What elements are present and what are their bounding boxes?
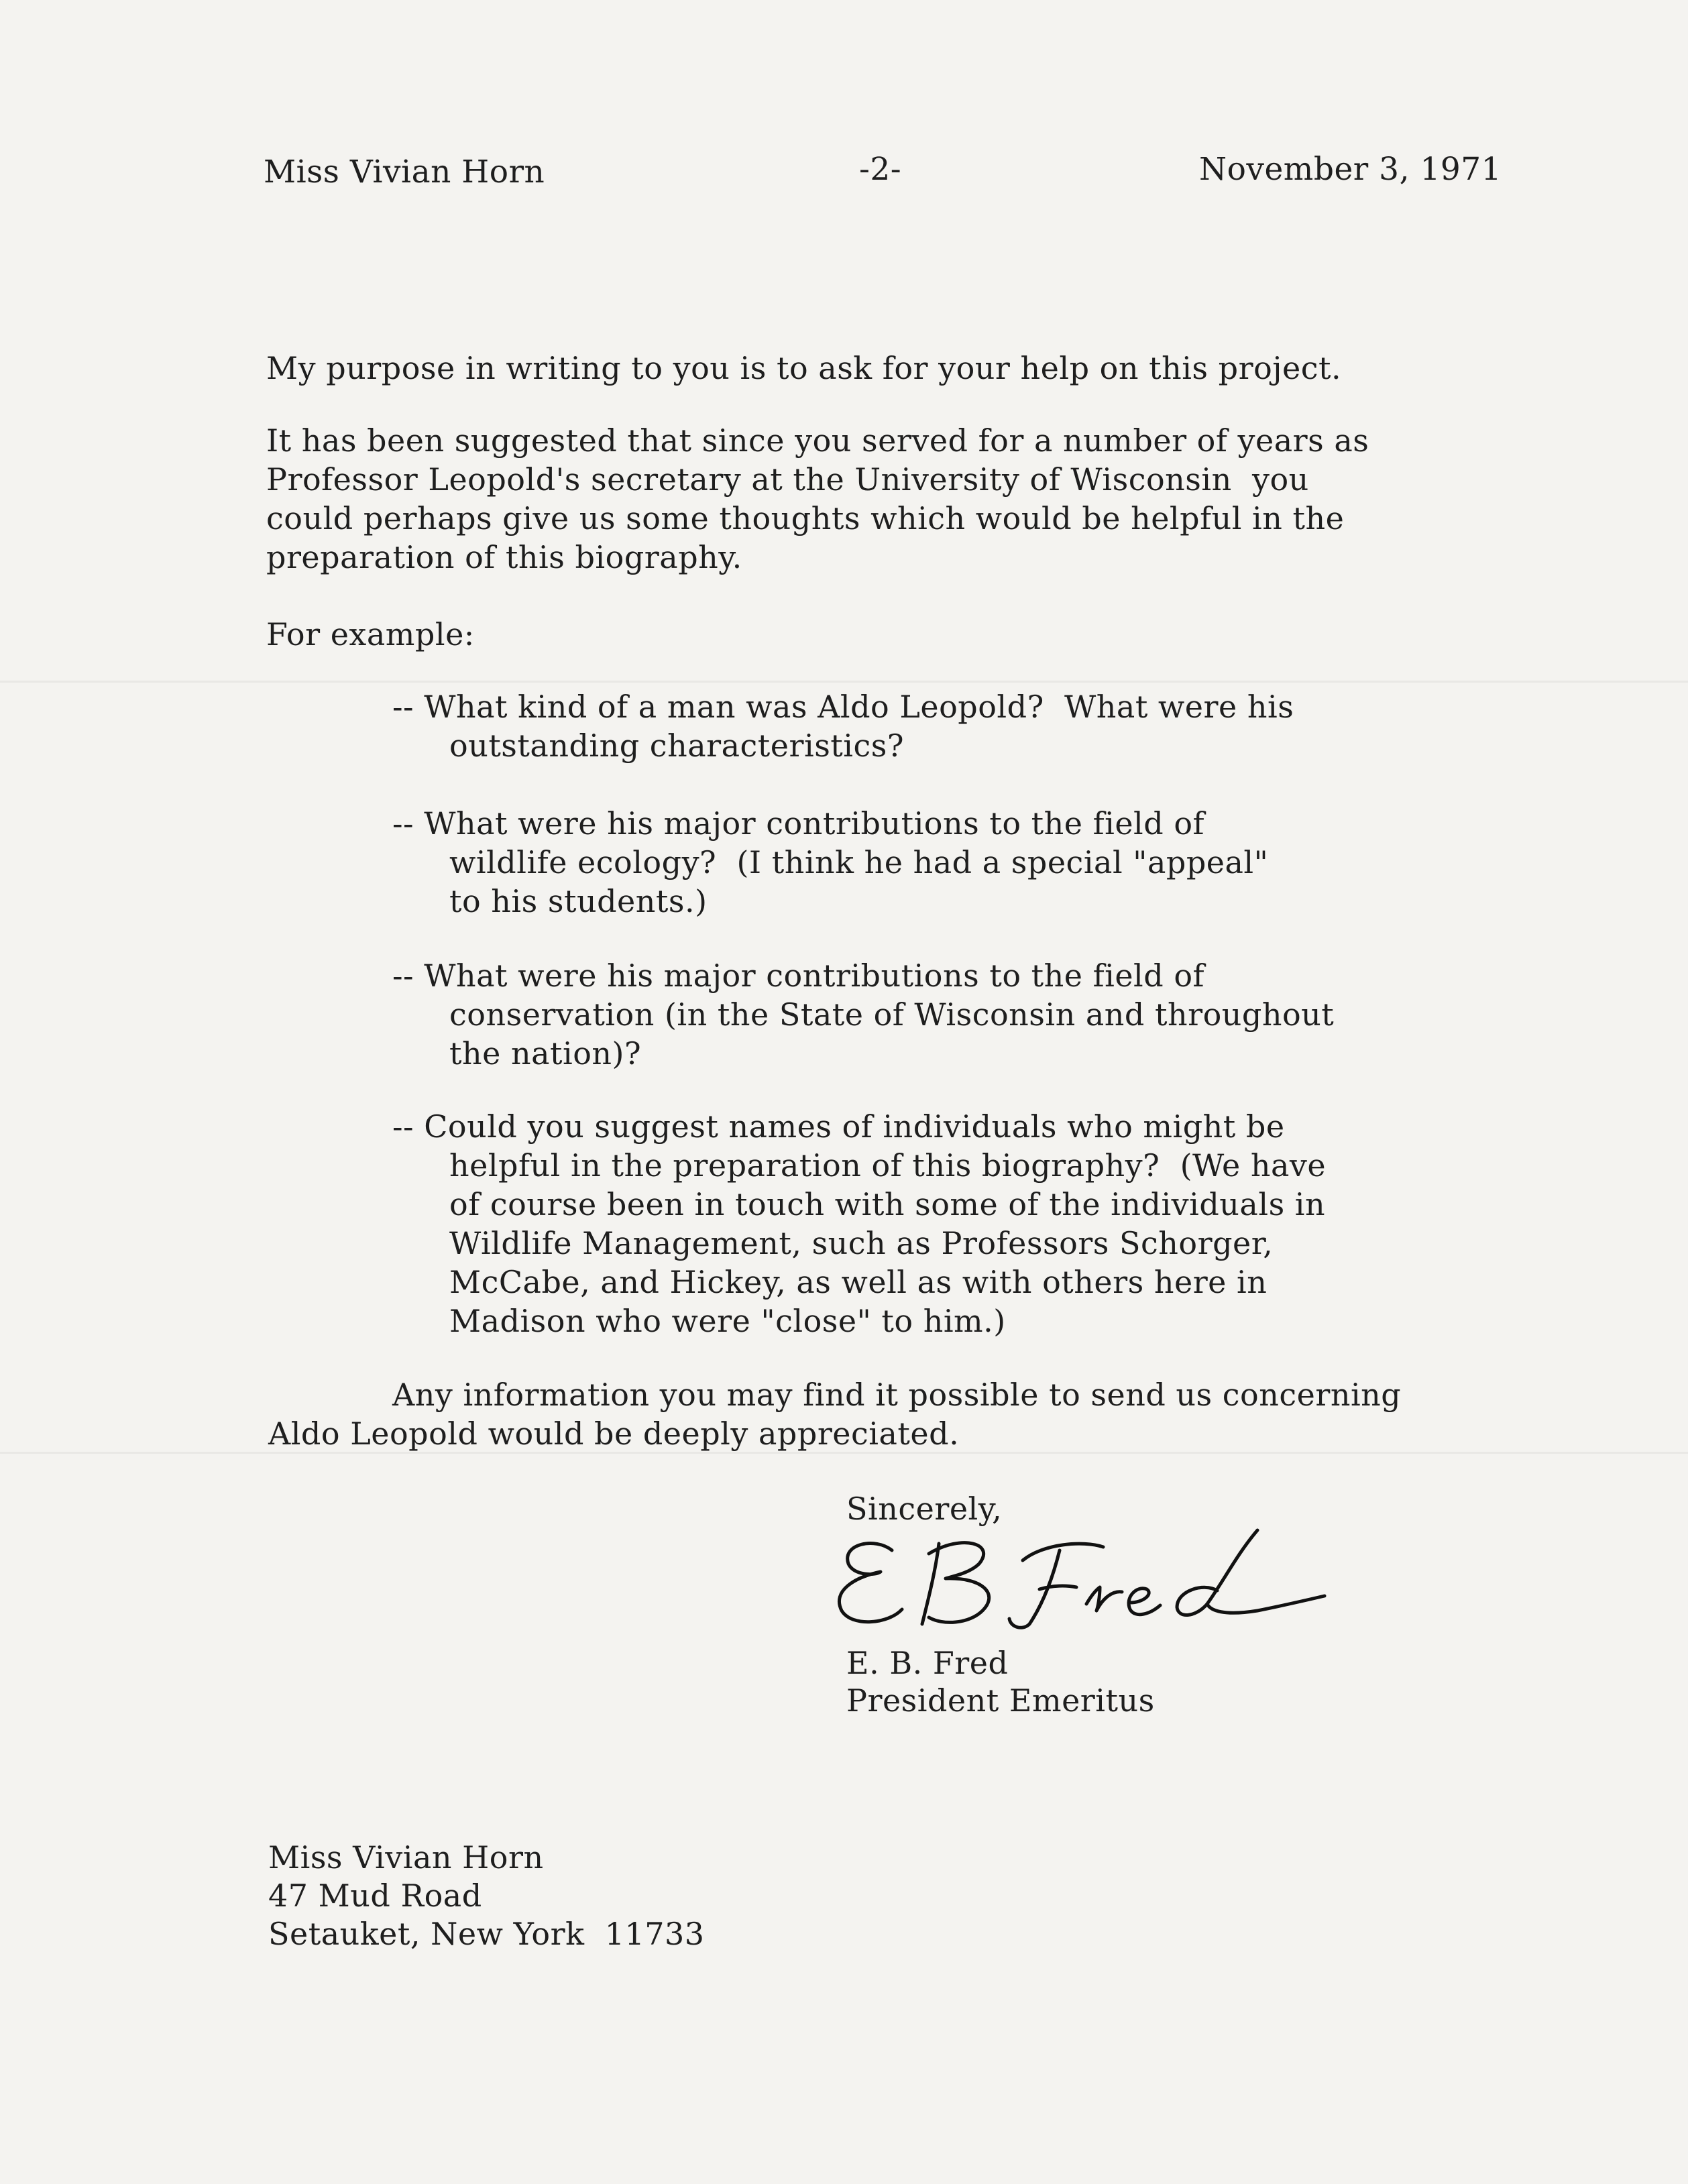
signer-name: E. B. Fred <box>846 1645 1009 1681</box>
question-2-line: to his students.) <box>449 883 708 919</box>
address-line-1: Miss Vivian Horn <box>268 1839 544 1876</box>
question-4-line: McCabe, and Hickey, as well as with others here in <box>449 1264 1268 1300</box>
question-1-line: outstanding characteristics? <box>449 728 905 764</box>
question-3-line: -- What were his major contributions to the field of <box>392 958 1205 994</box>
paragraph-2-line: preparation of this biography. <box>266 539 742 575</box>
paper-fold <box>0 681 1688 683</box>
header-recipient: Miss Vivian Horn <box>264 154 545 190</box>
question-2-line: -- What were his major contributions to the field of <box>392 805 1205 842</box>
question-4-line: helpful in the preparation of this biography? (We have <box>449 1147 1327 1184</box>
closing-paragraph-line: Aldo Leopold would be deeply appreciated. <box>268 1416 960 1452</box>
paragraph-2-line: could perhaps give us some thoughts which would be helpful in the <box>266 500 1345 536</box>
handwritten-signature <box>828 1524 1338 1637</box>
header-page-number: -2- <box>859 151 902 188</box>
question-4-line: -- Could you suggest names of individuals who might be <box>392 1108 1285 1145</box>
paragraph-2-line: It has been suggested that since you served for a number of years as <box>266 422 1369 459</box>
address-line-3: Setauket, New York 11733 <box>268 1916 705 1952</box>
question-2-line: wildlife ecology? (I think he had a special "appeal" <box>449 844 1269 880</box>
question-4-line: Wildlife Management, such as Professors Schorger, <box>449 1225 1274 1261</box>
for-example-label: For example: <box>266 616 475 652</box>
header-date: November 3, 1971 <box>1199 151 1502 188</box>
question-1-line: -- What kind of a man was Aldo Leopold? What were his <box>392 689 1294 725</box>
question-4-line: of course been in touch with some of the individuals in <box>449 1186 1326 1222</box>
closing-paragraph-line: Any information you may find it possible to send us concerning <box>392 1377 1402 1413</box>
paragraph-1: My purpose in writing to you is to ask for your help on this project. <box>266 350 1342 386</box>
question-3-line: conservation (in the State of Wisconsin and throughout <box>449 996 1335 1033</box>
paragraph-2-line: Professor Leopold's secretary at the University of Wisconsin you <box>266 461 1309 498</box>
address-line-2: 47 Mud Road <box>268 1878 482 1914</box>
question-3-line: the nation)? <box>449 1035 642 1072</box>
question-4-line: Madison who were "close" to him.) <box>449 1303 1006 1339</box>
signer-title: President Emeritus <box>846 1682 1155 1719</box>
closing-salutation: Sincerely, <box>846 1491 1003 1527</box>
